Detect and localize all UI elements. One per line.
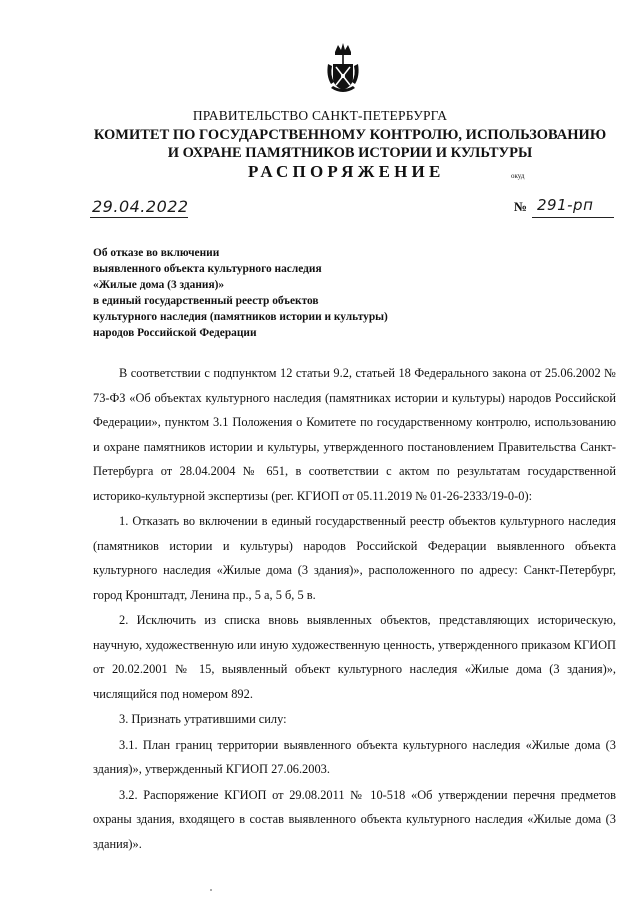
scan-artifact-dot bbox=[210, 889, 212, 891]
document-body bbox=[93, 361, 616, 856]
committee-name-line-1: КОМИТЕТ ПО ГОСУДАРСТВЕННОМУ КОНТРОЛЮ, ИСПОЛЬЗОВАНИЮ bbox=[93, 127, 607, 143]
clause-3-2-paragraph: 3.2. Распоряжение КГИОП от 29.08.2011 № 10-518 «Об утверждении перечня предметов охраны здания, входящего в состав выявленного объекта культурного наследия «Жилые дома (3 здания)». bbox=[93, 787, 616, 851]
document-number: 291-рп bbox=[537, 196, 594, 214]
coat-of-arms-icon bbox=[326, 42, 360, 96]
number-label: № bbox=[514, 199, 528, 214]
subject-line: в единый государственный реестр объектов bbox=[93, 295, 319, 307]
subject-line: Об отказе во включении bbox=[93, 247, 220, 259]
document-date: 29.04.2022 bbox=[92, 197, 189, 216]
subject-line: «Жилые дома (3 здания)» bbox=[93, 279, 225, 291]
date-underline bbox=[90, 217, 188, 218]
document-type-title: РАСПОРЯЖЕНИЕ bbox=[248, 162, 445, 181]
government-name: ПРАВИТЕЛЬСТВО САНКТ-ПЕТЕРБУРГА bbox=[192, 108, 448, 123]
subject-line: народов Российской Федерации bbox=[93, 327, 257, 339]
preamble-paragraph: В соответствии с подпунктом 12 статьи 9.2, статьей 18 Федерального закона от 25.06.2002 № 73-ФЗ «Об объектах культурного наследия (памятниках истории и культуры) народов Российской Федерации», пунктом 3.1 Положения о Комитете по государственному контролю, использованию и охране памятников истории и культуры, утвержденного постановлением Правительства Санкт-Петербурга от 28.04.2004 № 651, в соответствии с актом по результатам государственной историко-культурной экспертизы (рег. КГИОП от 05.11.2019 № 01-26-2333/19-0-0): bbox=[93, 366, 616, 503]
subject-line: культурного наследия (памятников истории и культуры) bbox=[93, 311, 388, 323]
clause-1-paragraph: 1. Отказать во включении в единый государственный реестр объектов культурного наследия (памятников истории и культуры) народов Российской Федерации выявленного объекта культурного наследия «Жилые дома (3 здания)», расположенного по адресу: Санкт-Петербург, город Кронштадт, Ленина пр., 5 а, 5 б, 5 в. bbox=[93, 514, 616, 602]
clause-3-paragraph: 3. Признать утратившими силу: bbox=[119, 712, 287, 726]
clause-3-1-paragraph: 3.1. План границ территории выявленного объекта культурного наследия «Жилые дома (3 здания)», утвержденный КГИОП 27.06.2003. bbox=[93, 737, 616, 776]
okud-label: окуд bbox=[511, 172, 525, 180]
document-subject bbox=[93, 245, 388, 341]
clause-2-paragraph: 2. Исключить из списка вновь выявленных объектов, представляющих историческую, научную, художественную или иную художественную ценность, утвержденного приказом КГИОП от 20.02.2001 № 15, выявленный объект культурного наследия «Жилые дома (3 здания)», числящийся под номером 892. bbox=[93, 613, 616, 701]
subject-line: выявленного объекта культурного наследия bbox=[93, 263, 322, 275]
committee-name-line-2: И ОХРАНЕ ПАМЯТНИКОВ ИСТОРИИ И КУЛЬТУРЫ bbox=[167, 145, 533, 161]
number-underline bbox=[532, 217, 614, 218]
